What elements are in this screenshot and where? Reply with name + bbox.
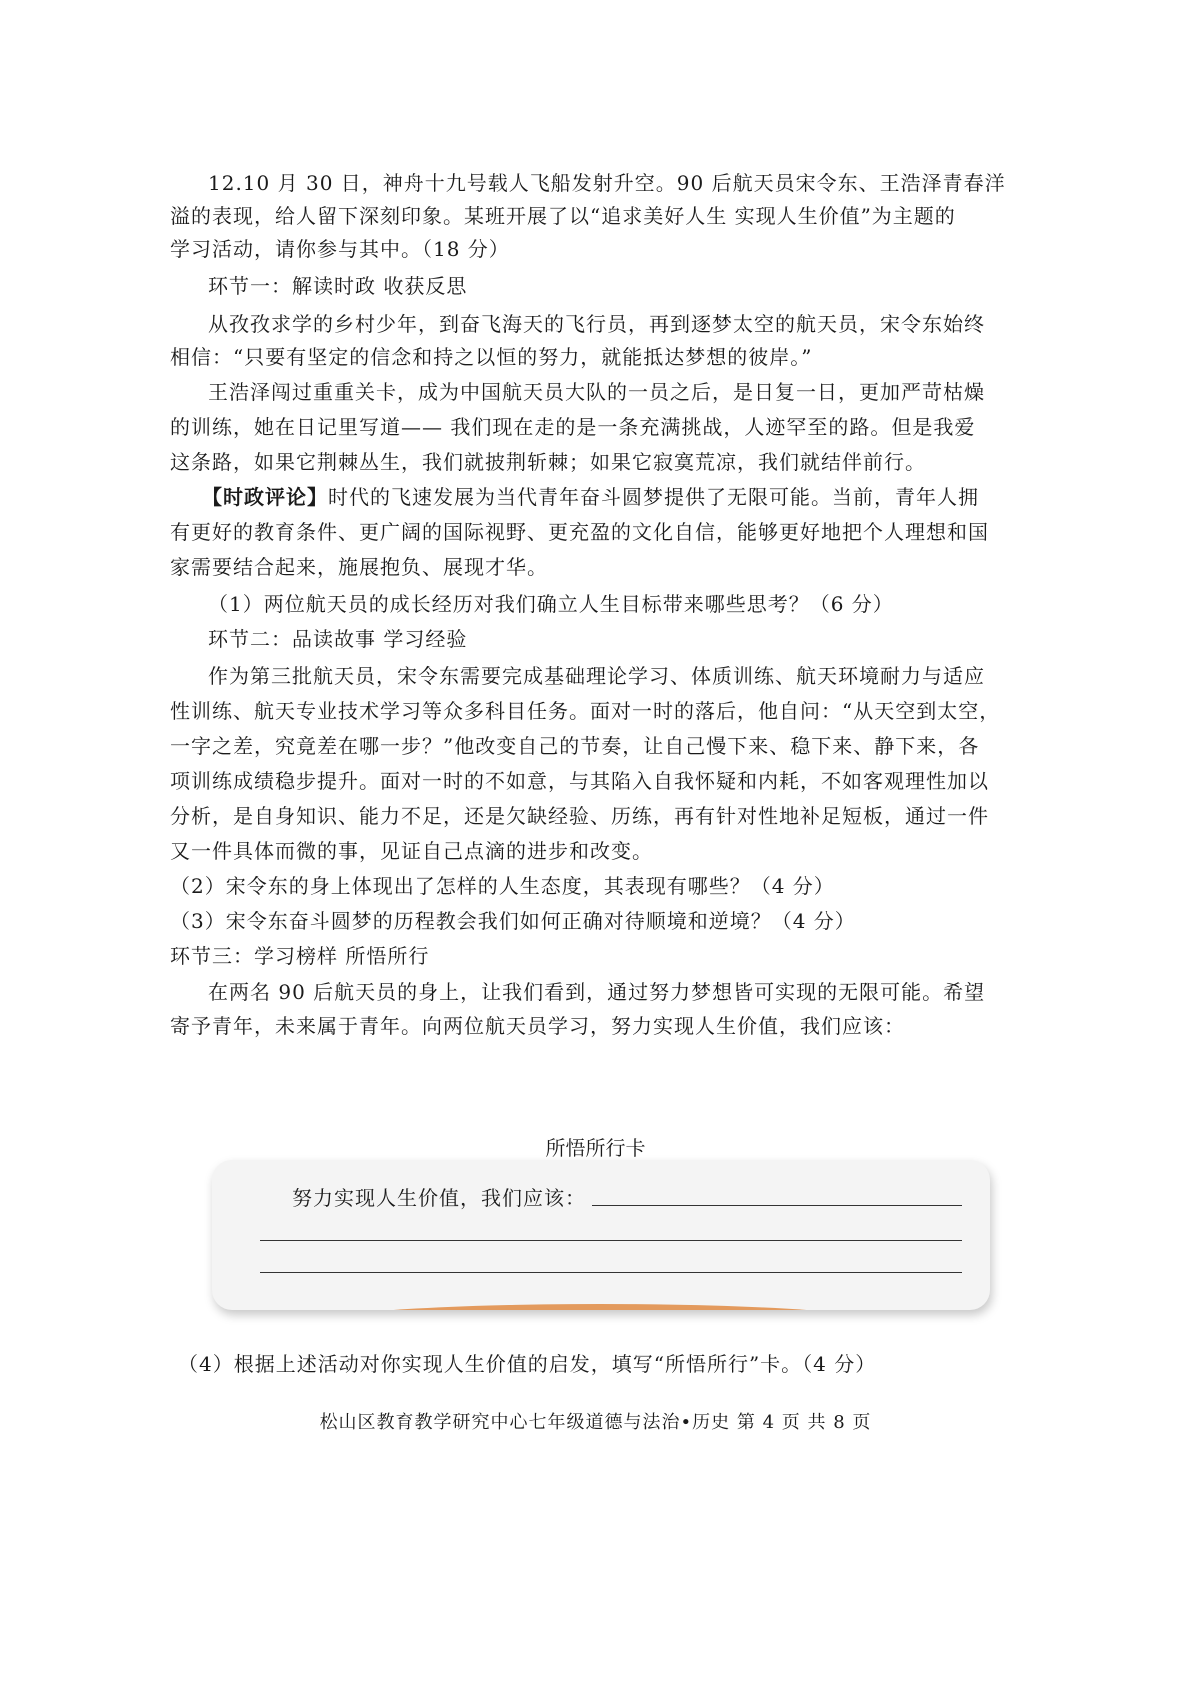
card-prompt: 努力实现人生价值，我们应该： bbox=[292, 1186, 586, 1210]
intro-line-1: 12.10 月 30 日，神舟十九号载人飞船发射升空。90 后航天员宋令东、王浩泽青春洋 bbox=[208, 171, 1006, 195]
section2-para-line-2: 性训练、航天专业技术学习等众多科目任务。面对一时的落后，他自问：“从天空到太空， bbox=[170, 699, 1001, 723]
section1-para2-line-3: 这条路，如果它荆棘丛生，我们就披荆斩棘；如果它寂寞荒凉，我们就结伴前行。 bbox=[170, 450, 926, 474]
question-3: （3）宋令东奋斗圆梦的历程教会我们如何正确对待顺境和逆境？（4 分） bbox=[170, 909, 856, 933]
intro-line-2: 溢的表现，给人留下深刻印象。某班开展了以“追求美好人生 实现人生价值”为主题的 bbox=[170, 204, 956, 228]
section2-para-line-6: 又一件具体而微的事，见证自己点滴的进步和改变。 bbox=[170, 839, 653, 863]
section3-para-line-2: 寄予青年，未来属于青年。向两位航天员学习，努力实现人生价值，我们应该： bbox=[170, 1014, 905, 1038]
card-accent-strip bbox=[310, 1304, 890, 1310]
section1-heading: 环节一：解读时政 收获反思 bbox=[208, 274, 468, 298]
section1-para1-line-2: 相信：“只要有坚定的信念和持之以恒的努力，就能抵达梦想的彼岸。” bbox=[170, 345, 813, 369]
section2-para-line-4: 项训练成绩稳步提升。面对一时的不如意，与其陷入自我怀疑和内耗，不如客观理性加以 bbox=[170, 769, 989, 793]
section3-para-line-1: 在两名 90 后航天员的身上，让我们看到，通过努力梦想皆可实现的无限可能。希望 bbox=[208, 980, 986, 1004]
answer-blank-1[interactable] bbox=[592, 1205, 962, 1206]
section2-para-line-5: 分析，是自身知识、能力不足，还是欠缺经验、历练，再有针对性地补足短板，通过一件 bbox=[170, 804, 989, 828]
commentary-text: 时代的飞速发展为当代青年奋斗圆梦提供了无限可能。当前，青年人拥 bbox=[328, 485, 979, 509]
answer-blank-3[interactable] bbox=[260, 1272, 962, 1273]
card-title: 所悟所行卡 bbox=[545, 1136, 646, 1160]
answer-blank-2[interactable] bbox=[260, 1240, 962, 1241]
section2-heading: 环节二：品读故事 学习经验 bbox=[208, 627, 468, 651]
question-2: （2）宋令东的身上体现出了怎样的人生态度，其表现有哪些？（4 分） bbox=[170, 874, 835, 898]
commentary-line-3: 家需要结合起来，施展抱负、展现才华。 bbox=[170, 555, 548, 579]
intro-line-3: 学习活动，请你参与其中。（18 分） bbox=[170, 237, 510, 261]
section3-heading: 环节三：学习榜样 所悟所行 bbox=[170, 944, 430, 968]
question-1: （1）两位航天员的成长经历对我们确立人生目标带来哪些思考？（6 分） bbox=[208, 592, 894, 616]
commentary-label: 【时政评论】 bbox=[202, 485, 328, 509]
section1-para1-line-1: 从孜孜求学的乡村少年，到奋飞海天的飞行员，再到逐梦太空的航天员，宋令东始终 bbox=[208, 312, 985, 336]
page-footer: 松山区教育教学研究中心七年级道德与法治•历史 第 4 页 共 8 页 bbox=[319, 1412, 872, 1433]
reflection-card bbox=[212, 1160, 990, 1310]
section2-para-line-3: 一字之差，究竟差在哪一步？”他改变自己的节奏，让自己慢下来、稳下来、静下来，各 bbox=[170, 734, 980, 758]
commentary-line-1 bbox=[202, 485, 979, 509]
commentary-line-2: 有更好的教育条件、更广阔的国际视野、更充盈的文化自信，能够更好地把个人理想和国 bbox=[170, 520, 989, 544]
section1-para2-line-2: 的训练，她在日记里写道—— 我们现在走的是一条充满挑战，人迹罕至的路。但是我爱 bbox=[170, 415, 976, 439]
section1-para2-line-1: 王浩泽闯过重重关卡，成为中国航天员大队的一员之后，是日复一日，更加严苛枯燥 bbox=[208, 380, 985, 404]
section2-para-line-1: 作为第三批航天员，宋令东需要完成基础理论学习、体质训练、航天环境耐力与适应 bbox=[208, 664, 985, 688]
question-4: （4）根据上述活动对你实现人生价值的启发，填写“所悟所行”卡。（4 分） bbox=[178, 1352, 877, 1376]
